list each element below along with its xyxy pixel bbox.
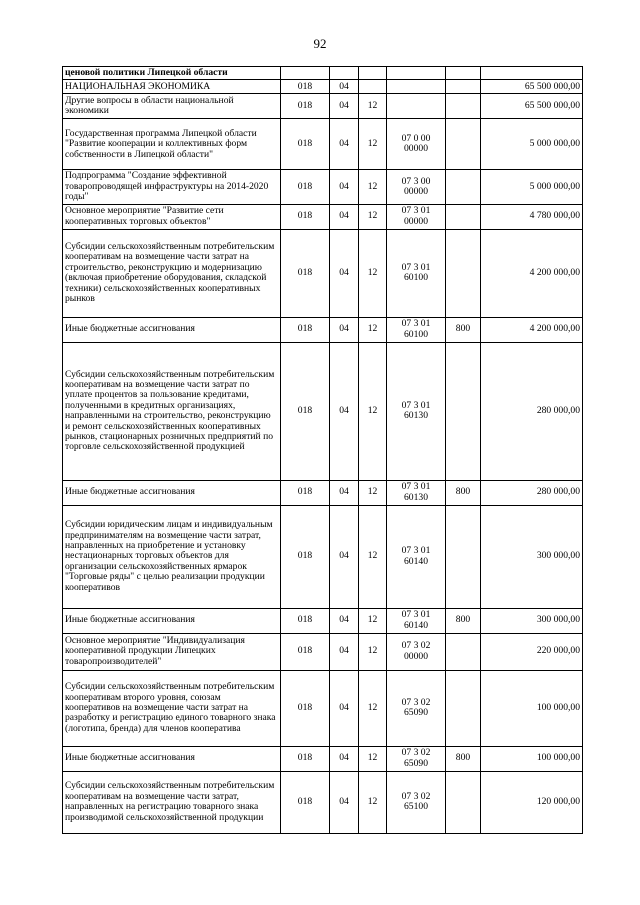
cell-name: ценовой политики Липецкой области [63, 67, 281, 80]
cell-name: НАЦИОНАЛЬНАЯ ЭКОНОМИКА [63, 80, 281, 94]
budget-table-body [63, 67, 583, 834]
cell-target-article: 07 3 02 65100 [387, 771, 446, 833]
cell-expense-type [446, 342, 481, 480]
table-row [63, 170, 583, 204]
cell-target-article: 07 3 01 60130 [387, 480, 446, 505]
cell-section: 04 [330, 94, 359, 119]
cell-name: Иные бюджетные ассигнования [63, 317, 281, 342]
cell-expense-type [446, 670, 481, 746]
cell-target-article: 07 3 02 65090 [387, 670, 446, 746]
cell-target-article: 07 3 01 60100 [387, 229, 446, 317]
table-row [63, 670, 583, 746]
cell-target-article: 07 3 00 00000 [387, 170, 446, 204]
cell-target-article: 07 3 01 60140 [387, 608, 446, 633]
cell-section: 04 [330, 633, 359, 670]
cell-sum: 4 200 000,00 [481, 229, 583, 317]
cell-target-article: 07 3 02 65090 [387, 746, 446, 771]
cell-expense-type [446, 229, 481, 317]
cell-name: Другие вопросы в области национальной экономики [63, 94, 281, 119]
cell-target-article: 07 3 01 00000 [387, 204, 446, 229]
cell-sum [481, 67, 583, 80]
cell-admin-code: 018 [281, 80, 330, 94]
cell-subsection: 12 [359, 771, 387, 833]
cell-sum: 100 000,00 [481, 670, 583, 746]
cell-target-article [387, 80, 446, 94]
table-row [63, 746, 583, 771]
cell-expense-type: 800 [446, 480, 481, 505]
cell-sum: 5 000 000,00 [481, 119, 583, 170]
cell-expense-type: 800 [446, 608, 481, 633]
cell-admin-code: 018 [281, 771, 330, 833]
table-row [63, 633, 583, 670]
cell-section: 04 [330, 670, 359, 746]
cell-target-article [387, 67, 446, 80]
cell-admin-code: 018 [281, 119, 330, 170]
cell-subsection: 12 [359, 746, 387, 771]
cell-expense-type [446, 119, 481, 170]
cell-sum: 5 000 000,00 [481, 170, 583, 204]
cell-expense-type [446, 170, 481, 204]
cell-section: 04 [330, 771, 359, 833]
cell-name: Субсидии сельскохозяйственным потребительским кооперативам на возмещение части затрат, направленных на регистрацию товарного знака производимой сельскохозяйственной продукции [63, 771, 281, 833]
cell-admin-code: 018 [281, 229, 330, 317]
cell-subsection: 12 [359, 94, 387, 119]
cell-subsection [359, 80, 387, 94]
cell-section: 04 [330, 229, 359, 317]
cell-section: 04 [330, 480, 359, 505]
cell-name: Подпрограмма "Создание эффективной товаропроводящей инфраструктуры на 2014-2020 годы" [63, 170, 281, 204]
cell-admin-code [281, 67, 330, 80]
cell-target-article [387, 94, 446, 119]
cell-admin-code: 018 [281, 204, 330, 229]
cell-admin-code: 018 [281, 746, 330, 771]
cell-subsection: 12 [359, 670, 387, 746]
table-row [63, 608, 583, 633]
cell-subsection [359, 67, 387, 80]
cell-section: 04 [330, 80, 359, 94]
table-row [63, 229, 583, 317]
table-row [63, 94, 583, 119]
cell-sum: 220 000,00 [481, 633, 583, 670]
page-number: 92 [313, 36, 327, 51]
cell-sum: 280 000,00 [481, 342, 583, 480]
cell-subsection: 12 [359, 608, 387, 633]
cell-expense-type [446, 633, 481, 670]
cell-name: Основное мероприятие "Индивидуализация кооперативной продукции Липецких товаропроизводителей" [63, 633, 281, 670]
cell-expense-type [446, 204, 481, 229]
cell-section [330, 67, 359, 80]
table-row [63, 480, 583, 505]
cell-section: 04 [330, 746, 359, 771]
cell-sum: 65 500 000,00 [481, 80, 583, 94]
cell-subsection: 12 [359, 204, 387, 229]
cell-admin-code: 018 [281, 94, 330, 119]
table-row [63, 67, 583, 80]
cell-admin-code: 018 [281, 670, 330, 746]
cell-section: 04 [330, 505, 359, 608]
cell-section: 04 [330, 119, 359, 170]
cell-expense-type: 800 [446, 317, 481, 342]
cell-name: Иные бюджетные ассигнования [63, 608, 281, 633]
table-row [63, 317, 583, 342]
cell-section: 04 [330, 170, 359, 204]
table-row [63, 204, 583, 229]
cell-section: 04 [330, 608, 359, 633]
cell-expense-type [446, 67, 481, 80]
cell-admin-code: 018 [281, 633, 330, 670]
table-row [63, 119, 583, 170]
cell-subsection: 12 [359, 633, 387, 670]
cell-target-article: 07 3 01 60100 [387, 317, 446, 342]
cell-section: 04 [330, 204, 359, 229]
cell-name: Субсидии сельскохозяйственным потребительским кооперативам на возмещение части затрат на строительство, реконструкцию и модернизацию (включая приобретение оборудования, складской техники) сельскохозяйственных кооперативных рынков [63, 229, 281, 317]
cell-sum: 300 000,00 [481, 608, 583, 633]
cell-sum: 65 500 000,00 [481, 94, 583, 119]
cell-name: Основное мероприятие "Развитие сети кооперативных торговых объектов" [63, 204, 281, 229]
cell-target-article: 07 0 00 00000 [387, 119, 446, 170]
cell-sum: 4 780 000,00 [481, 204, 583, 229]
cell-expense-type [446, 505, 481, 608]
cell-sum: 100 000,00 [481, 746, 583, 771]
cell-subsection: 12 [359, 480, 387, 505]
cell-sum: 4 200 000,00 [481, 317, 583, 342]
cell-subsection: 12 [359, 229, 387, 317]
cell-subsection: 12 [359, 505, 387, 608]
cell-admin-code: 018 [281, 480, 330, 505]
cell-sum: 280 000,00 [481, 480, 583, 505]
budget-table [62, 66, 583, 834]
cell-name: Субсидии юридическим лицам и индивидуальным предпринимателям на возмещение части затрат, направленных на приобретение и установку нестационарных торговых объектов для организации сельскохозяйственных ярмарок "Торговые ряды" с целью реализации продукции кооперативов [63, 505, 281, 608]
table-row [63, 342, 583, 480]
cell-subsection: 12 [359, 317, 387, 342]
cell-subsection: 12 [359, 170, 387, 204]
cell-expense-type [446, 94, 481, 119]
cell-name: Иные бюджетные ассигнования [63, 480, 281, 505]
cell-expense-type [446, 771, 481, 833]
cell-name: Иные бюджетные ассигнования [63, 746, 281, 771]
cell-admin-code: 018 [281, 505, 330, 608]
cell-expense-type: 800 [446, 746, 481, 771]
cell-target-article: 07 3 01 60140 [387, 505, 446, 608]
cell-subsection: 12 [359, 342, 387, 480]
cell-target-article: 07 3 01 60130 [387, 342, 446, 480]
cell-sum: 300 000,00 [481, 505, 583, 608]
cell-section: 04 [330, 317, 359, 342]
table-row [63, 771, 583, 833]
cell-admin-code: 018 [281, 317, 330, 342]
cell-admin-code: 018 [281, 342, 330, 480]
cell-subsection: 12 [359, 119, 387, 170]
cell-section: 04 [330, 342, 359, 480]
cell-name: Субсидии сельскохозяйственным потребительским кооперативам второго уровня, союзам кооперативов на возмещение части затрат на разработку и регистрацию единого товарного знака (логотипа, бренда) для членов кооператива [63, 670, 281, 746]
cell-sum: 120 000,00 [481, 771, 583, 833]
cell-admin-code: 018 [281, 170, 330, 204]
cell-expense-type [446, 80, 481, 94]
cell-name: Субсидии сельскохозяйственным потребительским кооперативам на возмещение части затрат по уплате процентов за пользование кредитами, полученными в кредитных организациях, направленными на строительство, реконструкцию и ремонт сельскохозяйственных кооперативных рынков, стационарных розничных предприятий по торговле сельскохозяйственной продукцией [63, 342, 281, 480]
table-row [63, 505, 583, 608]
cell-name: Государственная программа Липецкой области "Развитие кооперации и коллективных форм собственности в Липецкой области" [63, 119, 281, 170]
cell-target-article: 07 3 02 00000 [387, 633, 446, 670]
cell-admin-code: 018 [281, 608, 330, 633]
table-row [63, 80, 583, 94]
